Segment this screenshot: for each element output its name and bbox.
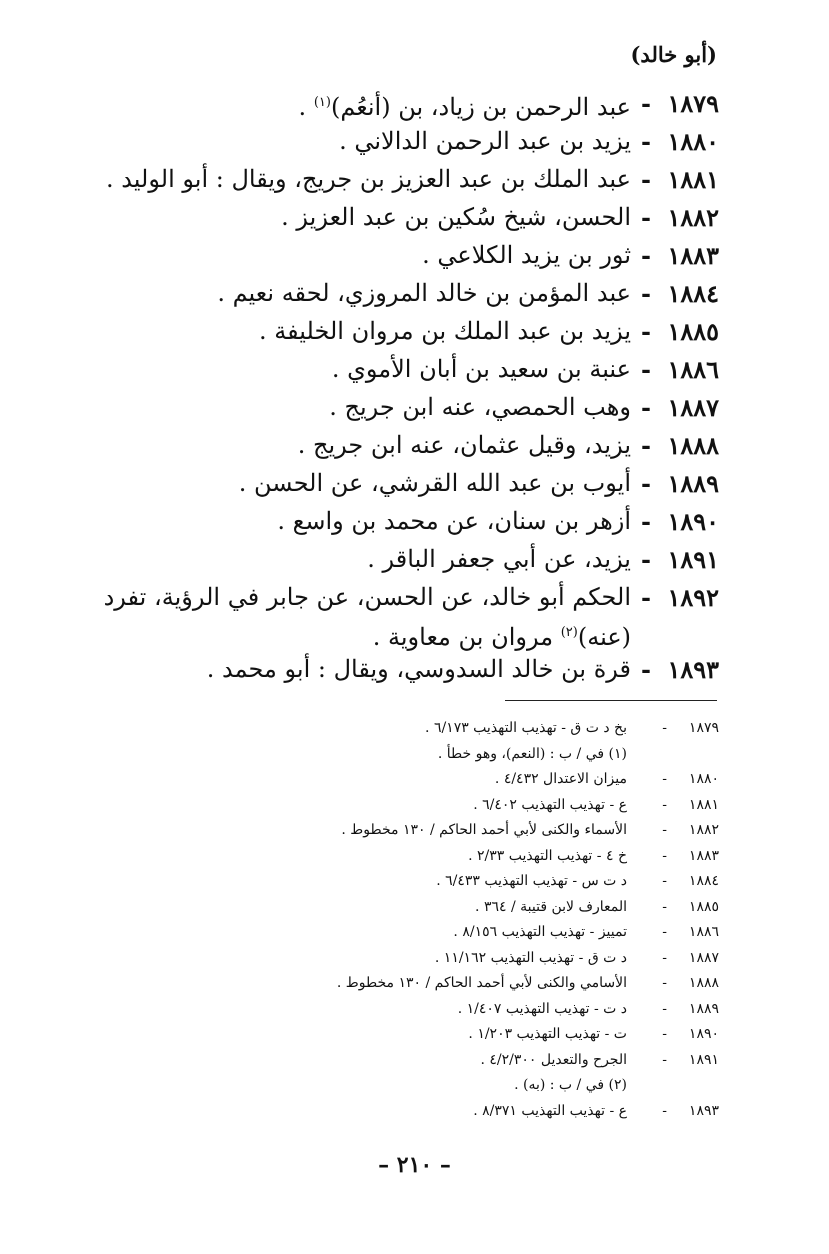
- entry-number: ١٨٨٤: [667, 279, 719, 308]
- footnote-number: ١٨٨٠: [688, 771, 719, 787]
- entry-row: ١٨٩١ - يزيد، عن أبي جعفر الباقر .: [59, 541, 719, 579]
- footnote-row: ١٨٩٣ - ع - تهذيب التهذيب ٨/٣٧١ .: [119, 1099, 719, 1125]
- footnote-divider: [505, 700, 717, 701]
- entry-number: ١٨٧٩: [667, 89, 719, 118]
- footnote-text: الأسماء والكنى لأبي أحمد الحاكم / ١٣٠ مخطوط .: [341, 822, 627, 838]
- entry-row: ١٨٨٤ - عبد المؤمن بن خالد المروزي، لحقه نعيم .: [59, 275, 719, 313]
- footnote-number: ١٨٨٧: [688, 949, 719, 966]
- footnote-text: خ ٤ - تهذيب التهذيب ٢/٣٣ .: [468, 847, 627, 864]
- footnote-number: ١٨٧٩: [688, 720, 719, 736]
- footnote-row: ١٨٨٨ - الأسامي والكنى لأبي أحمد الحاكم / ١٣٠ مخطوط .: [119, 971, 719, 997]
- entry-number: ١٨٨٦: [667, 355, 719, 384]
- entry-row: ١٨٧٩ - عبد الرحمن بن زياد، بن (أنعُم)$^{(١)}$ .: [59, 85, 719, 123]
- footnote-number: ١٨٨٩: [688, 1000, 719, 1017]
- footnote-number: ١٨٨٢: [688, 822, 719, 838]
- footnote-row: ١٨٨٧ - د ت ق - تهذيب التهذيب ١١/١٦٢ .: [119, 946, 719, 972]
- entry-row: ١٨٨٠ - يزيد بن عبد الرحمن الدالاني .: [59, 123, 719, 161]
- entry-text: الحكم أبو خالد، عن الحسن، عن جابر في الرؤية، تفرد (عنه)$^{(٢)}$ مروان بن معاوية .: [103, 583, 631, 651]
- footnote-number: ١٨٩٠: [688, 1026, 719, 1042]
- entry-text: قرة بن خالد السدوسي، ويقال : أبو محمد .: [206, 655, 631, 683]
- footnote-text: د ت - تهذيب التهذيب ١/٤٠٧ .: [457, 1000, 627, 1017]
- entry-row: ١٨٨٢ - الحسن، شيخ سُكين بن عبد العزيز .: [59, 199, 719, 237]
- footnote-text: الجرح والتعديل ٤/٢/٣٠٠ .: [480, 1051, 627, 1068]
- entry-number: ١٨٨٨: [667, 431, 719, 460]
- footnote-row: ١٨٨٥ - المعارف لابن قتيبة / ٣٦٤ .: [119, 895, 719, 921]
- footnote-text: المعارف لابن قتيبة / ٣٦٤ .: [475, 898, 627, 915]
- footnote-text: تمييز - تهذيب التهذيب ٨/١٥٦ .: [453, 924, 627, 940]
- entry-number: ١٨٨٩: [667, 469, 719, 498]
- footnote-text: الأسامي والكنى لأبي أحمد الحاكم / ١٣٠ مخطوط .: [336, 975, 627, 991]
- entry-list: [59, 85, 719, 689]
- entry-number: ١٨٨١: [667, 165, 719, 194]
- footnote-row: ١٨٨٦ - تمييز - تهذيب التهذيب ٨/١٥٦ .: [119, 920, 719, 946]
- entry-row: ١٨٩٣ - قرة بن خالد السدوسي، ويقال : أبو محمد .: [59, 651, 719, 689]
- entry-number: ١٨٨٢: [667, 203, 719, 232]
- entry-number: ١٨٨٥: [667, 317, 719, 346]
- entry-text: يزيد، عن أبي جعفر الباقر .: [367, 545, 631, 573]
- entry-text: عنبة بن سعيد بن أبان الأموي .: [331, 355, 631, 383]
- footnote-number: ١٨٨٨: [688, 975, 719, 991]
- entry-row: ١٨٨١ - عبد الملك بن عبد العزيز بن جريج، ويقال : أبو الوليد .: [59, 161, 719, 199]
- entry-number: ١٨٨٧: [667, 393, 719, 422]
- footnote-number: ١٨٨٦: [688, 924, 719, 940]
- entry-text: يزيد، وقيل عثمان، عنه ابن جريج .: [297, 431, 631, 459]
- entry-row: ١٨٨٨ - يزيد، وقيل عثمان، عنه ابن جريج .: [59, 427, 719, 465]
- footnote-row: ١٨٧٩ - بخ د ت ق - تهذيب التهذيب ٦/١٧٣ .: [119, 716, 719, 742]
- entry-number: ١٨٨٠: [667, 127, 719, 156]
- entry-row: ١٨٩٠ - أزهر بن سنان، عن محمد بن واسع .: [59, 503, 719, 541]
- footnote-row: ١٨٨٣ - خ ٤ - تهذيب التهذيب ٢/٣٣ .: [119, 844, 719, 870]
- footnote-row: ١٨٨٩ - د ت - تهذيب التهذيب ١/٤٠٧ .: [119, 997, 719, 1023]
- footnote-row: [119, 1073, 719, 1099]
- entry-text: عبد المؤمن بن خالد المروزي، لحقه نعيم .: [217, 279, 631, 307]
- entry-row: ١٨٨٣ - ثور بن يزيد الكلاعي .: [59, 237, 719, 275]
- footnote-marker: (١): [313, 95, 331, 110]
- footnote-text: د ت ق - تهذيب التهذيب ١١/١٦٢ .: [434, 949, 627, 966]
- entry-number: ١٨٩٢: [667, 583, 719, 612]
- footnote-number: ١٨٨٣: [688, 847, 719, 864]
- footnote-row: ١٨٨٢ - الأسماء والكنى لأبي أحمد الحاكم / ١٣٠ مخطوط .: [119, 818, 719, 844]
- entry-text: عبد الرحمن بن زياد، بن (أنعُم)$^{(١)}$ .: [298, 93, 631, 121]
- entry-number: ١٨٩٣: [667, 655, 719, 684]
- footnote-number: ١٨٨٤: [688, 873, 719, 889]
- footnote-text: (١) في / ب : (النعم)، وهو خطأ .: [437, 745, 627, 762]
- entry-text: وهب الحمصي، عنه ابن جريج .: [329, 393, 631, 421]
- entry-text: أزهر بن سنان، عن محمد بن واسع .: [277, 507, 631, 535]
- entry-text: عبد الملك بن عبد العزيز بن جريج، ويقال : أبو الوليد .: [105, 165, 631, 193]
- footnote-row: ١٨٩٠ - ت - تهذيب التهذيب ١/٢٠٣ .: [119, 1022, 719, 1048]
- footnote-marker: (٢): [560, 625, 578, 640]
- footnote-number: ١٨٩٣: [688, 1102, 719, 1119]
- footnote-row: ١٨٩١ - الجرح والتعديل ٤/٢/٣٠٠ .: [119, 1048, 719, 1074]
- section-header: (أبو خالد): [630, 42, 717, 67]
- footnote-text: د ت س - تهذيب التهذيب ٦/٤٣٣ .: [436, 873, 627, 889]
- entry-row: ١٨٨٩ - أيوب بن عبد الله القرشي، عن الحسن .: [59, 465, 719, 503]
- entry-number: ١٨٩٠: [667, 507, 719, 536]
- page-number: – ٢١٠ –: [378, 1152, 451, 1178]
- footnote-row: ١٨٨١ - ع - تهذيب التهذيب ٦/٤٠٢ .: [119, 793, 719, 819]
- footnote-text: ع - تهذيب التهذيب ٦/٤٠٢ .: [473, 796, 627, 813]
- entry-text: أيوب بن عبد الله القرشي، عن الحسن .: [238, 469, 631, 497]
- entry-text: ثور بن يزيد الكلاعي .: [422, 241, 631, 269]
- footnote-text: بخ د ت ق - تهذيب التهذيب ٦/١٧٣ .: [425, 720, 627, 736]
- footnote-text: ت - تهذيب التهذيب ١/٢٠٣ .: [468, 1026, 627, 1042]
- footnote-row: [119, 742, 719, 768]
- entry-number: ١٨٨٣: [667, 241, 719, 270]
- entry-row: ١٨٩٢ - الحكم أبو خالد، عن الحسن، عن جابر في الرؤية، تفرد (عنه)$^{(٢)}$ مروان بن معاوية .: [59, 579, 719, 651]
- footnote-number: ١٨٨٥: [688, 898, 719, 915]
- entry-text: الحسن، شيخ سُكين بن عبد العزيز .: [281, 203, 631, 231]
- entry-text: يزيد بن عبد الرحمن الدالاني .: [339, 127, 631, 155]
- entry-row: ١٨٨٦ - عنبة بن سعيد بن أبان الأموي .: [59, 351, 719, 389]
- footnote-row: ١٨٨٤ - د ت س - تهذيب التهذيب ٦/٤٣٣ .: [119, 869, 719, 895]
- entry-number: ١٨٩١: [667, 545, 719, 574]
- entry-row: ١٨٨٥ - يزيد بن عبد الملك بن مروان الخليفة .: [59, 313, 719, 351]
- footnote-text: (٢) في / ب : (به) .: [514, 1077, 627, 1093]
- entry-row: ١٨٨٧ - وهب الحمصي، عنه ابن جريج .: [59, 389, 719, 427]
- footnote-list: [119, 716, 719, 1124]
- footnote-row: ١٨٨٠ - ميزان الاعتدال ٤/٤٣٢ .: [119, 767, 719, 793]
- footnote-number: ١٨٩١: [688, 1051, 719, 1068]
- footnote-text: ع - تهذيب التهذيب ٨/٣٧١ .: [473, 1102, 627, 1119]
- footnote-text: ميزان الاعتدال ٤/٤٣٢ .: [494, 771, 627, 787]
- entry-text: يزيد بن عبد الملك بن مروان الخليفة .: [259, 317, 631, 345]
- footnote-number: ١٨٨١: [688, 796, 719, 813]
